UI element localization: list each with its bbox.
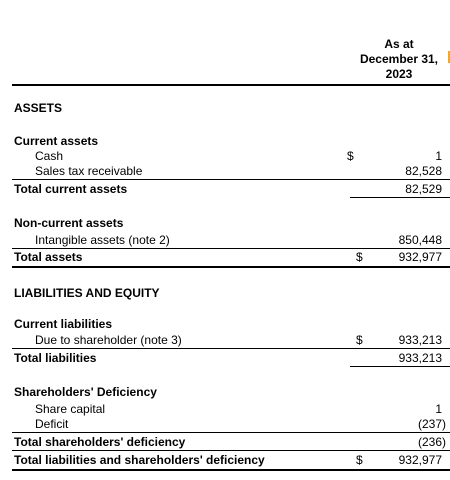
current-liabilities-heading: Current liabilities	[14, 317, 113, 331]
rule-grand-total-top	[12, 450, 450, 451]
current-assets-heading: Current assets	[14, 134, 99, 148]
rule-total-deficiency-top	[12, 432, 450, 433]
total-shareholders-deficiency-value: (236)	[417, 435, 446, 449]
total-assets-label: Total assets	[14, 250, 83, 264]
cash-currency: $	[347, 149, 354, 163]
rule-total-current-assets-top	[12, 179, 450, 180]
cash-label: Cash	[35, 149, 64, 163]
due-to-shareholder-value: 933,213	[398, 333, 442, 347]
sales-tax-label: Sales tax receivable	[35, 164, 143, 178]
rule-grand-total-bottom	[12, 469, 450, 471]
rule-total-current-assets-bottom	[350, 197, 450, 198]
total-current-assets-label: Total current assets	[14, 182, 128, 196]
grand-total-label: Total liabilities and shareholders' deficiency	[14, 453, 265, 467]
cash-value: 1	[435, 149, 442, 163]
share-capital-label: Share capital	[35, 402, 106, 416]
shareholders-deficiency-heading: Shareholders' Deficiency	[14, 385, 157, 399]
column-header-line2: December 31,	[359, 52, 439, 66]
deficit-value: (237)	[417, 417, 446, 431]
grand-total-value: 932,977	[398, 453, 442, 467]
sales-tax-value: 82,528	[405, 164, 442, 178]
rule-total-liabilities-top	[12, 348, 450, 349]
column-header-line1: As at	[384, 37, 414, 51]
deficit-label: Deficit	[35, 417, 69, 431]
intangible-assets-label: Intangible assets (note 2)	[35, 233, 170, 247]
assets-heading: ASSETS	[14, 101, 63, 115]
total-shareholders-deficiency-label: Total shareholders' deficiency	[14, 435, 186, 449]
total-current-assets-value: 82,529	[405, 182, 442, 196]
liabilities-equity-heading: LIABILITIES AND EQUITY	[14, 286, 160, 300]
rule-total-assets-top	[12, 248, 450, 249]
header-rule	[12, 84, 450, 86]
grand-total-currency: $	[356, 453, 363, 467]
due-to-shareholder-label: Due to shareholder (note 3)	[35, 333, 182, 347]
non-current-assets-heading: Non-current assets	[14, 216, 124, 230]
total-liabilities-label: Total liabilities	[14, 351, 97, 365]
total-liabilities-value: 933,213	[398, 351, 442, 365]
share-capital-value: 1	[435, 402, 442, 416]
total-assets-currency: $	[356, 250, 363, 264]
total-assets-value: 932,977	[398, 250, 442, 264]
rule-total-assets-bottom	[12, 266, 450, 268]
column-header-line3: 2023	[385, 67, 413, 81]
intangible-assets-value: 850,448	[398, 233, 442, 247]
due-to-shareholder-currency: $	[356, 333, 363, 347]
rule-total-liabilities-bottom	[350, 366, 450, 367]
